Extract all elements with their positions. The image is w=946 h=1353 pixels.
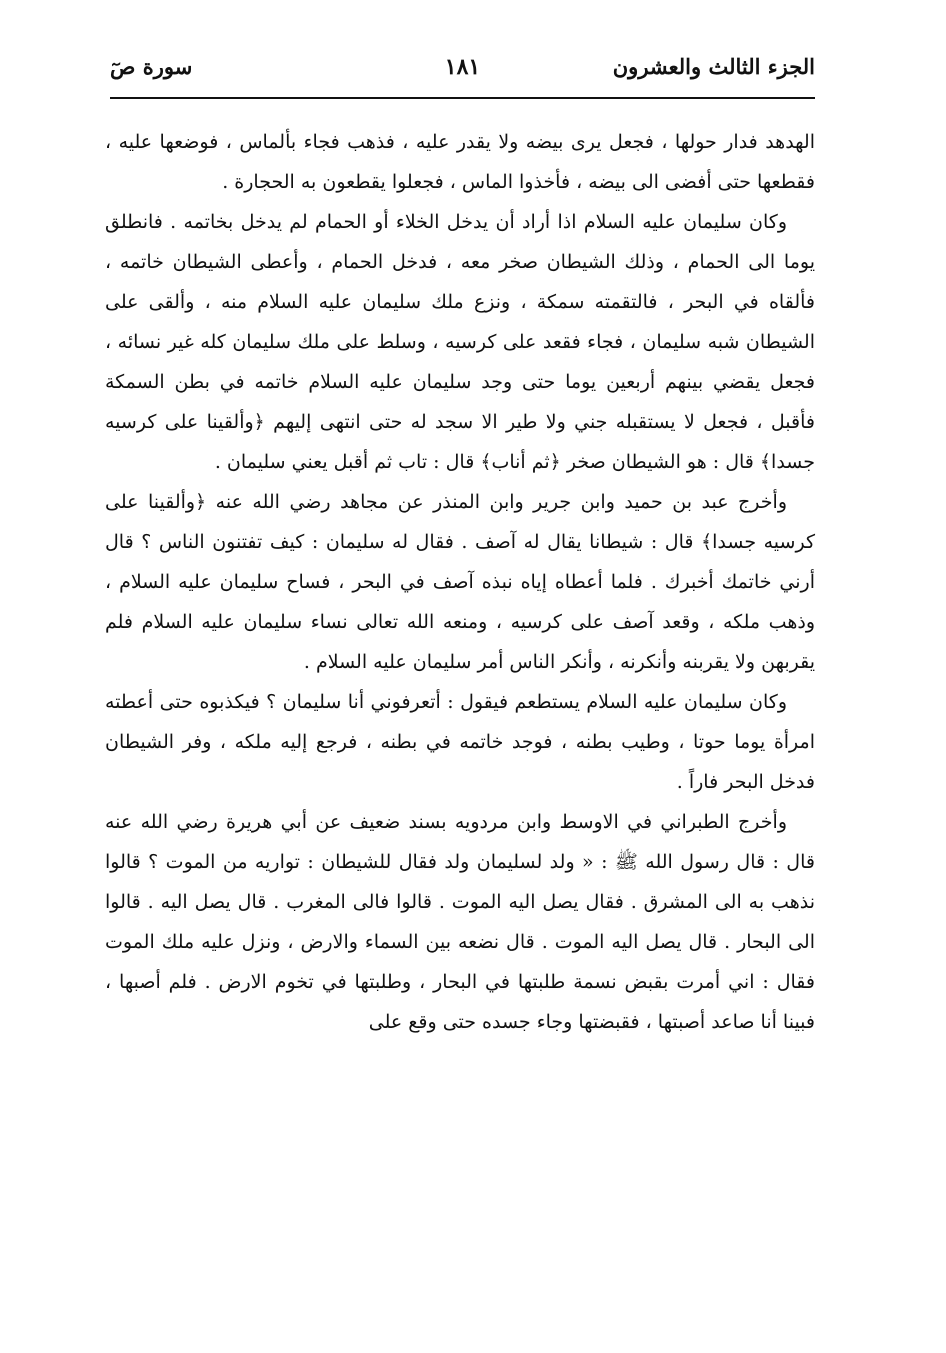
body-text (105, 122, 815, 1042)
running-header (110, 48, 815, 90)
paragraph: وكان سليمان عليه السلام يستطعم فيقول : أتعرفوني أنا سليمان ؟ فيكذبوه حتى أعطته امرأة يوما حوتا ، وطيب بطنه ، فوجد خاتمه في بطنه ، فرجع إليه ملكه ، وفر الشيطان فدخل البحر فاراً . (105, 691, 815, 793)
paragraph: الهدهد فدار حولها ، فجعل يرى بيضه ولا يقدر عليه ، فذهب فجاء بألماس ، فوضعها عليه ، فقطعها حتى أفضى الى بيضه ، فأخذوا الماس ، فجعلوا يقطعون به الحجارة . (105, 131, 815, 193)
page-number: ١٨١ (444, 54, 481, 80)
paragraph: وكان سليمان عليه السلام اذا أراد أن يدخل الخلاء أو الحمام لم يدخل بخاتمه . فانطلق يوما الى الحمام ، وذلك الشيطان صخر معه ، فدخل الحمام ، وأعطى الشيطان خاتمه ، فألقاه في البحر ، فالتقمته سمكة ، ونزع ملك سليمان عليه السلام منه ، وألقى على الشيطان شبه سليمان ، فجاء فقعد على كرسيه ، وسلط على ملك سليمان كله غير نسائه ، فجعل يقضي بينهم أربعين يوما حتى وجد سليمان عليه السلام خاتمه في بطن السمكة فأقبل ، فجعل لا يستقبله جني ولا طير الا سجد له حتى انتهى إليهم ﴿وألقينا على كرسيه جسدا﴾ قال : هو الشيطان صخر ﴿ثم أناب﴾ قال : تاب ثم أقبل يعني سليمان . (105, 211, 815, 473)
header-rule (110, 97, 815, 99)
surah-title: سورة صٓ (110, 54, 193, 79)
paragraph: وأخرج عبد بن حميد وابن جرير وابن المنذر عن مجاهد رضي الله عنه ﴿وألقينا على كرسيه جسدا﴾ قال : شيطانا يقال له آصف . فقال له سليمان : كيف تفتنون الناس ؟ قال أرني خاتمك أخبرك . فلما أعطاه إياه نبذه آصف في البحر ، فساح سليمان عليه السلام ، وذهب ملكه ، وقعد آصف على كرسيه ، ومنعه الله تعالى نساء سليمان عليه السلام فلم يقربهن ولا يقربنه وأنكرنه ، وأنكر الناس أمر سليمان عليه السلام . (105, 491, 815, 673)
paragraph: وأخرج الطبراني في الاوسط وابن مردويه بسند ضعيف عن أبي هريرة رضي الله عنه قال : قال رسول الله ﷺ : « ولد لسليمان ولد فقال للشيطان : تواريه من الموت ؟ قالوا نذهب به الى المشرق . فقال يصل اليه الموت . قالوا فالى المغرب . قال يصل اليه . قالوا الى البحار . قال يصل اليه الموت . قال نضعه بين السماء والارض ، ونزل عليه ملك الموت فقال : اني أمرت بقبض نسمة طلبتها في البحار ، وطلبتها في تخوم الارض . فلم أصبها ، فبينا أنا صاعد أصبتها ، فقبضتها وجاء جسده حتى وقع على (105, 811, 815, 1033)
part-title: الجزء الثالث والعشرون (612, 54, 815, 79)
